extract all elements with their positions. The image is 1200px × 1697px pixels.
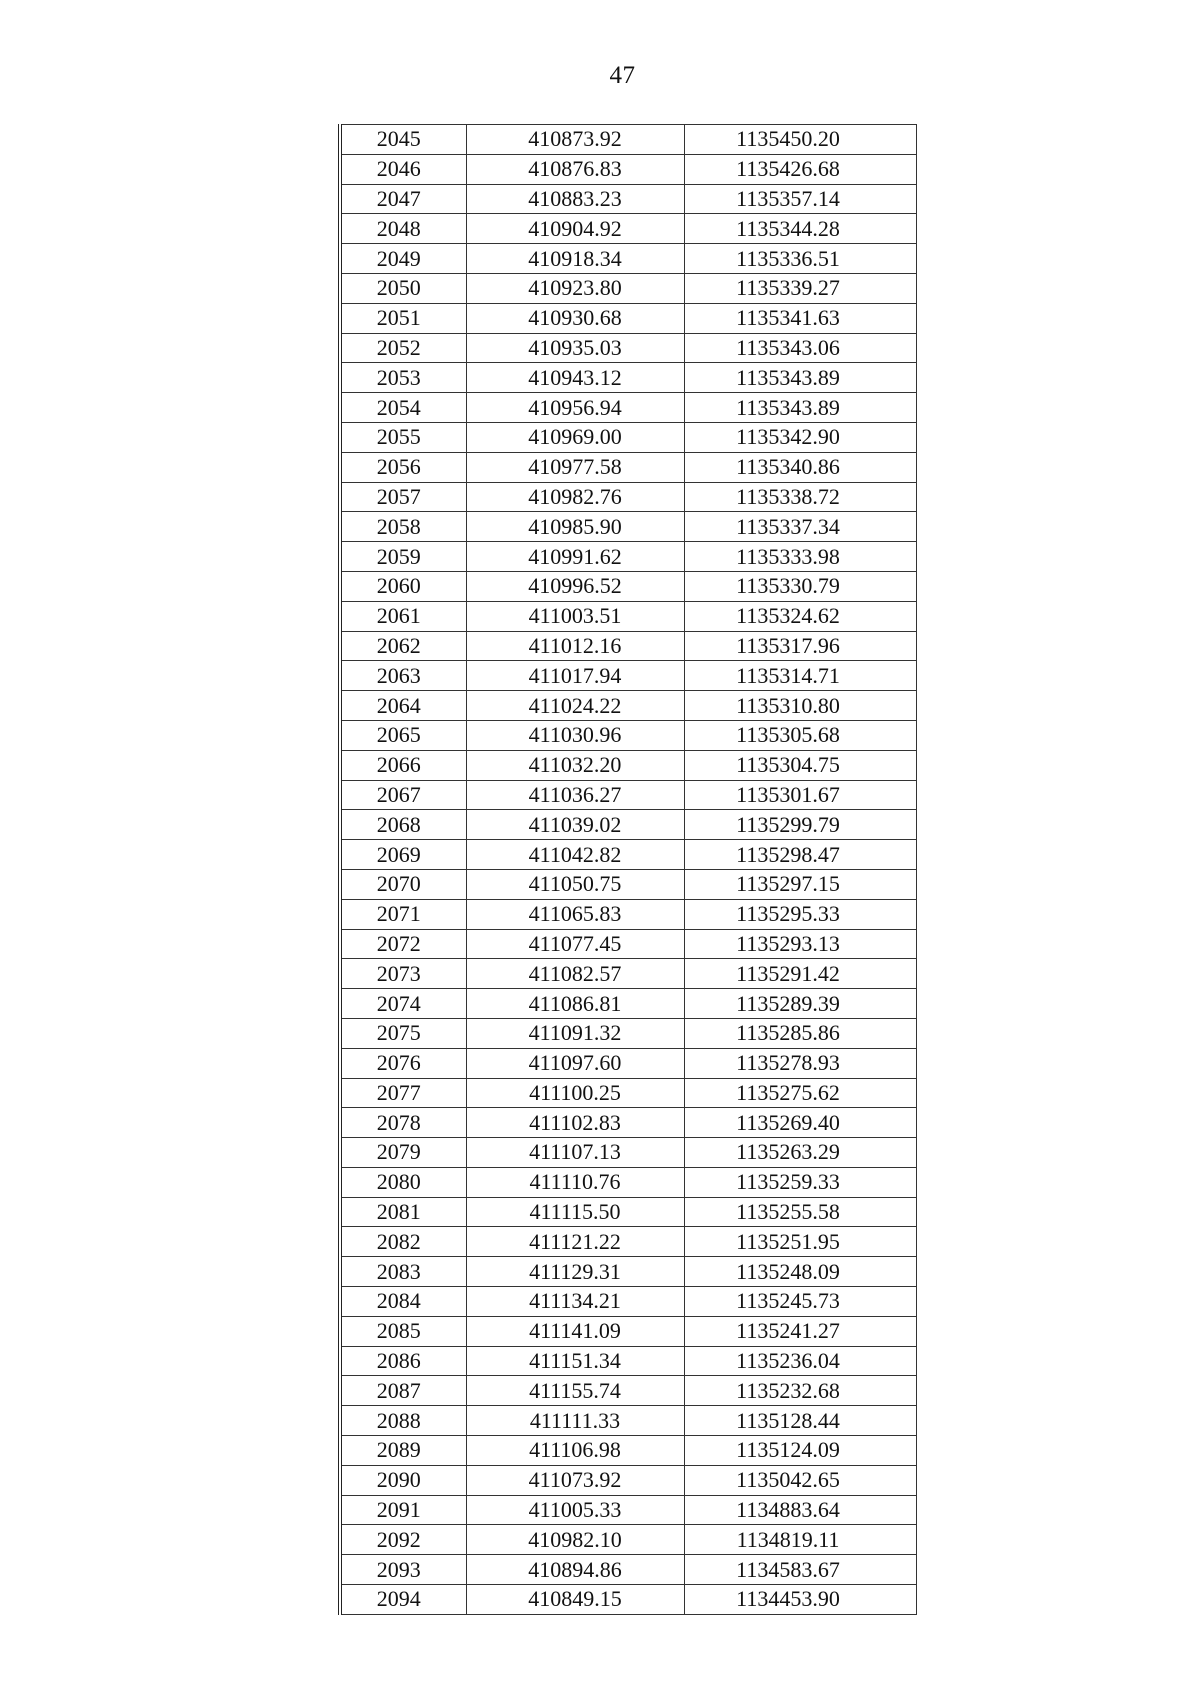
point-number-cell: 2074 xyxy=(340,989,466,1019)
y-coordinate-cell: 1135317.96 xyxy=(684,631,916,661)
point-number-cell: 2068 xyxy=(340,810,466,840)
x-coordinate-cell: 411155.74 xyxy=(466,1376,684,1406)
table-row xyxy=(340,154,916,184)
point-number-cell: 2092 xyxy=(340,1525,466,1555)
y-coordinate-cell: 1135305.68 xyxy=(684,720,916,750)
point-number-cell: 2088 xyxy=(340,1406,466,1436)
x-coordinate-cell: 411042.82 xyxy=(466,840,684,870)
point-number-cell: 2054 xyxy=(340,393,466,423)
y-coordinate-cell: 1135336.51 xyxy=(684,244,916,274)
x-coordinate-cell: 410956.94 xyxy=(466,393,684,423)
x-coordinate-cell: 411111.33 xyxy=(466,1406,684,1436)
point-number-cell: 2053 xyxy=(340,363,466,393)
y-coordinate-cell: 1135337.34 xyxy=(684,512,916,542)
y-coordinate-cell: 1134819.11 xyxy=(684,1525,916,1555)
x-coordinate-cell: 410894.86 xyxy=(466,1555,684,1585)
table-row xyxy=(340,1406,916,1436)
point-number-cell: 2063 xyxy=(340,661,466,691)
point-number-cell: 2062 xyxy=(340,631,466,661)
y-coordinate-cell: 1135450.20 xyxy=(684,125,916,155)
y-coordinate-cell: 1135275.62 xyxy=(684,1078,916,1108)
y-coordinate-cell: 1135339.27 xyxy=(684,273,916,303)
y-coordinate-cell: 1134883.64 xyxy=(684,1495,916,1525)
table-row xyxy=(340,1108,916,1138)
y-coordinate-cell: 1135293.13 xyxy=(684,929,916,959)
table-row xyxy=(340,1436,916,1466)
table-row xyxy=(340,810,916,840)
y-coordinate-cell: 1135333.98 xyxy=(684,542,916,572)
point-number-cell: 2047 xyxy=(340,184,466,214)
table-row xyxy=(340,1227,916,1257)
x-coordinate-cell: 410849.15 xyxy=(466,1585,684,1615)
x-coordinate-cell: 411097.60 xyxy=(466,1048,684,1078)
x-coordinate-cell: 410873.92 xyxy=(466,125,684,155)
x-coordinate-cell: 410985.90 xyxy=(466,512,684,542)
table-row xyxy=(340,720,916,750)
x-coordinate-cell: 411110.76 xyxy=(466,1167,684,1197)
x-coordinate-cell: 411073.92 xyxy=(466,1465,684,1495)
table-row xyxy=(340,1316,916,1346)
x-coordinate-cell: 410991.62 xyxy=(466,542,684,572)
x-coordinate-cell: 411003.51 xyxy=(466,601,684,631)
y-coordinate-cell: 1135124.09 xyxy=(684,1436,916,1466)
point-number-cell: 2077 xyxy=(340,1078,466,1108)
point-number-cell: 2069 xyxy=(340,840,466,870)
y-coordinate-cell: 1135314.71 xyxy=(684,661,916,691)
x-coordinate-cell: 411032.20 xyxy=(466,750,684,780)
x-coordinate-cell: 411082.57 xyxy=(466,959,684,989)
y-coordinate-cell: 1135343.89 xyxy=(684,393,916,423)
table-row xyxy=(340,1465,916,1495)
coordinate-table xyxy=(338,124,917,1615)
point-number-cell: 2094 xyxy=(340,1585,466,1615)
x-coordinate-cell: 411065.83 xyxy=(466,899,684,929)
table-row xyxy=(340,333,916,363)
point-number-cell: 2093 xyxy=(340,1555,466,1585)
point-number-cell: 2051 xyxy=(340,303,466,333)
point-number-cell: 2057 xyxy=(340,482,466,512)
y-coordinate-cell: 1135295.33 xyxy=(684,899,916,929)
x-coordinate-cell: 410943.12 xyxy=(466,363,684,393)
x-coordinate-cell: 411129.31 xyxy=(466,1257,684,1287)
point-number-cell: 2059 xyxy=(340,542,466,572)
table-row xyxy=(340,1167,916,1197)
table-row xyxy=(340,1048,916,1078)
x-coordinate-cell: 411086.81 xyxy=(466,989,684,1019)
x-coordinate-cell: 410923.80 xyxy=(466,273,684,303)
table-row xyxy=(340,869,916,899)
table-row xyxy=(340,750,916,780)
y-coordinate-cell: 1135248.09 xyxy=(684,1257,916,1287)
x-coordinate-cell: 411012.16 xyxy=(466,631,684,661)
x-coordinate-cell: 411091.32 xyxy=(466,1018,684,1048)
x-coordinate-cell: 411121.22 xyxy=(466,1227,684,1257)
table-row xyxy=(340,1555,916,1585)
table-row xyxy=(340,542,916,572)
y-coordinate-cell: 1135310.80 xyxy=(684,691,916,721)
table-row xyxy=(340,989,916,1019)
table-row xyxy=(340,571,916,601)
point-number-cell: 2052 xyxy=(340,333,466,363)
y-coordinate-cell: 1135278.93 xyxy=(684,1048,916,1078)
y-coordinate-cell: 1135426.68 xyxy=(684,154,916,184)
y-coordinate-cell: 1135289.39 xyxy=(684,989,916,1019)
table-row xyxy=(340,303,916,333)
table-row xyxy=(340,631,916,661)
x-coordinate-cell: 411039.02 xyxy=(466,810,684,840)
point-number-cell: 2058 xyxy=(340,512,466,542)
y-coordinate-cell: 1135251.95 xyxy=(684,1227,916,1257)
y-coordinate-cell: 1135128.44 xyxy=(684,1406,916,1436)
y-coordinate-cell: 1135299.79 xyxy=(684,810,916,840)
y-coordinate-cell: 1134453.90 xyxy=(684,1585,916,1615)
y-coordinate-cell: 1135304.75 xyxy=(684,750,916,780)
x-coordinate-cell: 410969.00 xyxy=(466,422,684,452)
table-row xyxy=(340,899,916,929)
table-row xyxy=(340,1138,916,1168)
x-coordinate-cell: 411107.13 xyxy=(466,1138,684,1168)
table-row xyxy=(340,1376,916,1406)
point-number-cell: 2086 xyxy=(340,1346,466,1376)
table-row xyxy=(340,422,916,452)
table-row xyxy=(340,1525,916,1555)
x-coordinate-cell: 411100.25 xyxy=(466,1078,684,1108)
x-coordinate-cell: 411134.21 xyxy=(466,1287,684,1317)
table-row xyxy=(340,1495,916,1525)
table-row xyxy=(340,929,916,959)
table-row xyxy=(340,1346,916,1376)
point-number-cell: 2076 xyxy=(340,1048,466,1078)
y-coordinate-cell: 1135343.89 xyxy=(684,363,916,393)
y-coordinate-cell: 1135298.47 xyxy=(684,840,916,870)
x-coordinate-cell: 411050.75 xyxy=(466,869,684,899)
point-number-cell: 2061 xyxy=(340,601,466,631)
x-coordinate-cell: 410904.92 xyxy=(466,214,684,244)
table-row xyxy=(340,1257,916,1287)
x-coordinate-cell: 410982.76 xyxy=(466,482,684,512)
y-coordinate-cell: 1135291.42 xyxy=(684,959,916,989)
point-number-cell: 2049 xyxy=(340,244,466,274)
point-number-cell: 2055 xyxy=(340,422,466,452)
x-coordinate-cell: 411077.45 xyxy=(466,929,684,959)
table-row xyxy=(340,661,916,691)
point-number-cell: 2060 xyxy=(340,571,466,601)
point-number-cell: 2070 xyxy=(340,869,466,899)
table-row xyxy=(340,184,916,214)
table-row xyxy=(340,1287,916,1317)
y-coordinate-cell: 1135285.86 xyxy=(684,1018,916,1048)
x-coordinate-cell: 411102.83 xyxy=(466,1108,684,1138)
x-coordinate-cell: 411141.09 xyxy=(466,1316,684,1346)
x-coordinate-cell: 411005.33 xyxy=(466,1495,684,1525)
y-coordinate-cell: 1135232.68 xyxy=(684,1376,916,1406)
point-number-cell: 2090 xyxy=(340,1465,466,1495)
x-coordinate-cell: 411106.98 xyxy=(466,1436,684,1466)
table-row xyxy=(340,1585,916,1615)
table-row xyxy=(340,959,916,989)
point-number-cell: 2084 xyxy=(340,1287,466,1317)
y-coordinate-cell: 1135245.73 xyxy=(684,1287,916,1317)
x-coordinate-cell: 411151.34 xyxy=(466,1346,684,1376)
y-coordinate-cell: 1135338.72 xyxy=(684,482,916,512)
x-coordinate-cell: 411017.94 xyxy=(466,661,684,691)
y-coordinate-cell: 1135241.27 xyxy=(684,1316,916,1346)
x-coordinate-cell: 411115.50 xyxy=(466,1197,684,1227)
table-row xyxy=(340,452,916,482)
point-number-cell: 2056 xyxy=(340,452,466,482)
point-number-cell: 2089 xyxy=(340,1436,466,1466)
point-number-cell: 2085 xyxy=(340,1316,466,1346)
y-coordinate-cell: 1135324.62 xyxy=(684,601,916,631)
y-coordinate-cell: 1135301.67 xyxy=(684,780,916,810)
table-row xyxy=(340,780,916,810)
table-row xyxy=(340,214,916,244)
point-number-cell: 2080 xyxy=(340,1167,466,1197)
y-coordinate-cell: 1135330.79 xyxy=(684,571,916,601)
table-row xyxy=(340,125,916,155)
table-row xyxy=(340,273,916,303)
point-number-cell: 2078 xyxy=(340,1108,466,1138)
x-coordinate-cell: 410930.68 xyxy=(466,303,684,333)
table-row xyxy=(340,363,916,393)
y-coordinate-cell: 1135263.29 xyxy=(684,1138,916,1168)
table-row xyxy=(340,691,916,721)
point-number-cell: 2083 xyxy=(340,1257,466,1287)
point-number-cell: 2064 xyxy=(340,691,466,721)
x-coordinate-cell: 411036.27 xyxy=(466,780,684,810)
point-number-cell: 2087 xyxy=(340,1376,466,1406)
point-number-cell: 2072 xyxy=(340,929,466,959)
point-number-cell: 2079 xyxy=(340,1138,466,1168)
point-number-cell: 2046 xyxy=(340,154,466,184)
y-coordinate-cell: 1135344.28 xyxy=(684,214,916,244)
table-row xyxy=(340,1018,916,1048)
y-coordinate-cell: 1134583.67 xyxy=(684,1555,916,1585)
y-coordinate-cell: 1135297.15 xyxy=(684,869,916,899)
y-coordinate-cell: 1135343.06 xyxy=(684,333,916,363)
coordinate-table-body xyxy=(340,125,916,1615)
point-number-cell: 2073 xyxy=(340,959,466,989)
table-row xyxy=(340,1197,916,1227)
point-number-cell: 2066 xyxy=(340,750,466,780)
y-coordinate-cell: 1135357.14 xyxy=(684,184,916,214)
table-row xyxy=(340,393,916,423)
table-row xyxy=(340,840,916,870)
y-coordinate-cell: 1135236.04 xyxy=(684,1346,916,1376)
x-coordinate-cell: 411030.96 xyxy=(466,720,684,750)
x-coordinate-cell: 410982.10 xyxy=(466,1525,684,1555)
x-coordinate-cell: 410883.23 xyxy=(466,184,684,214)
point-number-cell: 2050 xyxy=(340,273,466,303)
x-coordinate-cell: 410935.03 xyxy=(466,333,684,363)
point-number-cell: 2082 xyxy=(340,1227,466,1257)
point-number-cell: 2071 xyxy=(340,899,466,929)
x-coordinate-cell: 410996.52 xyxy=(466,571,684,601)
x-coordinate-cell: 411024.22 xyxy=(466,691,684,721)
point-number-cell: 2067 xyxy=(340,780,466,810)
x-coordinate-cell: 410876.83 xyxy=(466,154,684,184)
y-coordinate-cell: 1135042.65 xyxy=(684,1465,916,1495)
table-row xyxy=(340,482,916,512)
x-coordinate-cell: 410918.34 xyxy=(466,244,684,274)
y-coordinate-cell: 1135255.58 xyxy=(684,1197,916,1227)
y-coordinate-cell: 1135341.63 xyxy=(684,303,916,333)
y-coordinate-cell: 1135269.40 xyxy=(684,1108,916,1138)
x-coordinate-cell: 410977.58 xyxy=(466,452,684,482)
page-number: 47 xyxy=(609,62,636,89)
table-row xyxy=(340,512,916,542)
point-number-cell: 2065 xyxy=(340,720,466,750)
table-row xyxy=(340,1078,916,1108)
point-number-cell: 2048 xyxy=(340,214,466,244)
y-coordinate-cell: 1135340.86 xyxy=(684,452,916,482)
point-number-cell: 2081 xyxy=(340,1197,466,1227)
y-coordinate-cell: 1135259.33 xyxy=(684,1167,916,1197)
point-number-cell: 2075 xyxy=(340,1018,466,1048)
table-row xyxy=(340,244,916,274)
y-coordinate-cell: 1135342.90 xyxy=(684,422,916,452)
point-number-cell: 2045 xyxy=(340,125,466,155)
point-number-cell: 2091 xyxy=(340,1495,466,1525)
table-row xyxy=(340,601,916,631)
